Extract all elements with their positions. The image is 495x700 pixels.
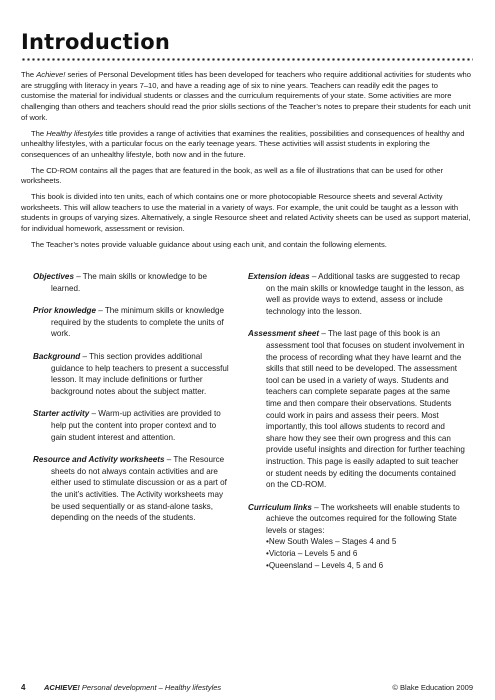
- entry-term: Background: [33, 351, 81, 361]
- page-footer: [21, 683, 473, 693]
- curriculum-item: • Queensland – Levels 4, 5 and 6: [266, 560, 466, 572]
- intro-text: The: [31, 128, 47, 138]
- intro-text: The: [21, 70, 37, 79]
- intro-text: This book is divided into ten units, each of which contains one or more photocopiable Resource sheets and several Activity worksheets. This will allow teachers to use the material in a variety of ways. For example, the unit could be taught as a lesson with students in groups of varying sizes. Alternatively, a single Resource sheet and related Activity sheets can be used as support material, for individual homework, assessment or revision.: [21, 192, 471, 234]
- dotted-divider: [21, 58, 473, 61]
- element-entry: [33, 351, 233, 397]
- entry-description: – Warm-up activities are provided to help put the content into proper context and to gain student interest and attention.: [51, 409, 221, 442]
- entry-description: – This section provides additional guidance to help teachers to present a successful lesson. It may include definitions or further background notes about the subject matter.: [51, 351, 229, 396]
- element-entry: [33, 271, 233, 294]
- intro-section: [21, 70, 473, 256]
- intro-paragraph: [21, 129, 473, 161]
- entry-term: Objectives: [33, 272, 74, 281]
- page-title: Introduction: [21, 30, 171, 54]
- entry-term: Curriculum links: [248, 502, 312, 512]
- curriculum-list: [266, 536, 466, 571]
- entry-description: – The last page of this book is an assessment tool that focuses on student involvement in the process of recording what they have learnt and the skills that still need to be developed. The assessment tool can be used in a variety of ways. Students and teachers can complete separate pages at the same time and then compare their observations. Students could work in pairs and assess their peers. Most importantly, this tool allows students to record and share how they see their own progress and this can provide useful insights and direction for further teaching instruction. This page is easily adapted to suit teacher or student needs by editing the documents contained on the CD-ROM.: [266, 329, 465, 490]
- element-entry: [248, 502, 466, 572]
- element-entry: [33, 408, 233, 443]
- intro-text: title provides a range of activities that examines the realities, possibilities and consequences of healthy and unhealthy lifestyles, with a particular focus on the early teenage years. These activities will assist students in exploring the consequences of an unhealthy lifestyle, both now and in the future.: [21, 128, 465, 159]
- copyright: © Blake Education 2009: [392, 683, 473, 692]
- intro-paragraph: [21, 192, 473, 235]
- element-entry: [33, 305, 233, 340]
- entry-description: – The minimum skills or knowledge required by the students to complete the units of work.: [51, 306, 225, 339]
- entry-term: Resource and Activity worksheets: [33, 455, 165, 465]
- entry-term: Starter activity: [33, 409, 90, 419]
- intro-text: The Teacher’s notes provide valuable guidance about using each unit, and contain the following elements.: [31, 239, 387, 249]
- intro-text: The CD-ROM contains all the pages that are featured in the book, as well as a file of illustrations that can be used for other worksheets.: [21, 165, 443, 186]
- entry-description: – The worksheets will enable students to achieve the outcomes required for the following State levels or stages:: [266, 502, 460, 535]
- intro-paragraph: [21, 240, 473, 251]
- elements-right-column: [248, 271, 466, 582]
- title-name: Healthy lifestyles: [46, 128, 104, 138]
- element-entry: [33, 454, 233, 524]
- intro-paragraph: [21, 166, 473, 187]
- entry-description: – The main skills or knowledge to be learned.: [51, 272, 207, 293]
- series-brand: ACHIEVE!: [44, 683, 80, 692]
- intro-text: series of Personal Development titles has been developed for teachers who require additional activities for students who are struggling with literacy in years 7–10, and have a reading age of six to nine years. Teachers can readily edit the pages to customise the material for individual students or classes and the curriculum requirements of your state. Some activities are more challenging than others and teachers should read the prior skills sections of the Teacher’s notes to prepare their students for each unit of work.: [21, 70, 471, 122]
- elements-left-column: [33, 271, 233, 535]
- entry-term: Assessment sheet: [248, 329, 320, 339]
- series-subtitle: Personal development – Healthy lifestyles: [79, 683, 222, 692]
- series-name: Achieve!: [36, 70, 66, 79]
- curriculum-item: • New South Wales – Stages 4 and 5: [266, 536, 466, 548]
- entry-description: – Additional tasks are suggested to recap on the main skills or knowledge taught in the lesson, as well as provide ways to extend, assess or include technology into the lesson.: [266, 272, 464, 316]
- entry-term: Prior knowledge: [33, 306, 96, 316]
- curriculum-item: • Victoria – Levels 5 and 6: [266, 548, 466, 560]
- page-number: 4: [21, 683, 26, 692]
- intro-paragraph: [21, 70, 473, 124]
- element-entry: [248, 328, 466, 490]
- element-entry: [248, 271, 466, 317]
- series-title: [44, 683, 221, 692]
- entry-description: – The Resource sheets do not always contain activities and are either used to stimulate discussion or as a part of the unit’s activities. The Activity worksheets may be used sequentially or as stand-alone tasks, depending on the needs of the students.: [51, 455, 227, 523]
- entry-term: Extension ideas: [248, 272, 310, 281]
